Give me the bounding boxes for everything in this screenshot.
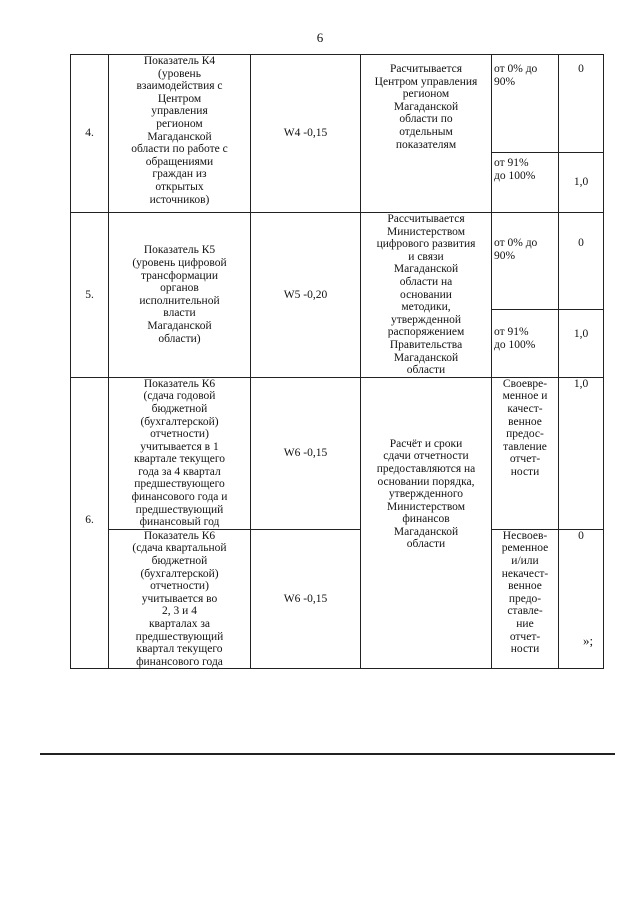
range-cell xyxy=(492,529,559,669)
indicator-name: Показатель К5 (уровень цифровой трансформации органов исполнительной власти Магаданской области) xyxy=(132,244,227,345)
range-text: Несвоев- ременное и/или некачест- венное предо- ставле- ние отчет- ности xyxy=(501,529,549,656)
value-cell: 1,0 xyxy=(559,377,604,529)
indicator-name: Показатель К6 (сдача годовой бюджетной (бухгалтерской) отчетности) учитывается в 1 квартале текущего года за 4 квартал предшествующего финансового года и предшествующий финансовый год xyxy=(131,377,228,529)
indicator-name-cell xyxy=(109,55,251,213)
weight-cell: W6 -0,15 xyxy=(251,377,361,529)
page-divider xyxy=(40,753,615,755)
calculation-method-cell xyxy=(361,213,492,378)
indicator-name-cell xyxy=(109,529,251,669)
closing-quote: »; xyxy=(583,633,594,648)
value-cell: 0 xyxy=(559,529,604,669)
weight-cell: W4 -0,15 xyxy=(251,55,361,213)
value-cell: 0 xyxy=(559,55,604,153)
indicators-table xyxy=(70,54,604,669)
table-row xyxy=(71,377,604,529)
value-cell: 0 xyxy=(559,213,604,310)
indicator-name-cell xyxy=(109,213,251,378)
page-number: 6 xyxy=(316,30,324,45)
range-cell xyxy=(492,310,559,378)
range-cell xyxy=(492,153,559,213)
range-cell xyxy=(492,55,559,153)
row-number: 6. xyxy=(71,377,109,669)
value-cell: 1,0 xyxy=(559,153,604,213)
indicator-name: Показатель К6 (сдача квартальной бюджетной (бухгалтерской) отчетности) учитывается во 2, 3 и 4 кварталах за предшествующий квартал текущего финансового года xyxy=(132,529,227,668)
calculation-method-cell xyxy=(361,55,492,213)
calculation-method: Расчитывается Центром управления регионом Магаданской области по отдельным показателям xyxy=(374,63,478,151)
indicator-name-cell xyxy=(109,377,251,529)
table-row xyxy=(71,55,604,153)
calculation-method-cell xyxy=(361,377,492,669)
range-cell xyxy=(492,377,559,529)
weight-cell: W6 -0,15 xyxy=(251,529,361,669)
range-text: от 0% до 90% xyxy=(494,237,538,262)
table-row xyxy=(71,529,604,669)
indicator-name: Показатель К4 (уровень взаимодействия с Центром управления регионом Магаданской области по работе с обращениями граждан из открытых источников) xyxy=(131,55,228,206)
range-text: от 91% до 100% xyxy=(494,326,536,351)
range-text: Своевре- менное и качест- венное предос- тавление отчет- ности xyxy=(502,377,548,478)
value-cell: 1,0 xyxy=(559,310,604,378)
table-row xyxy=(71,213,604,310)
range-text: от 91% до 100% xyxy=(494,157,536,182)
calculation-method: Рассчитывается Министерством цифрового развития и связи Магаданской области на основании методики, утвержденной распоряжением Правительства Магаданской области xyxy=(376,213,476,377)
row-number: 4. xyxy=(71,55,109,213)
range-text: от 0% до 90% xyxy=(494,63,538,88)
calculation-method: Расчёт и сроки сдачи отчетности предоставляются на основании порядка, утвержденного Министерством финансов Магаданской области xyxy=(376,437,476,551)
row-number: 5. xyxy=(71,213,109,378)
range-cell xyxy=(492,213,559,310)
weight-cell: W5 -0,20 xyxy=(251,213,361,378)
